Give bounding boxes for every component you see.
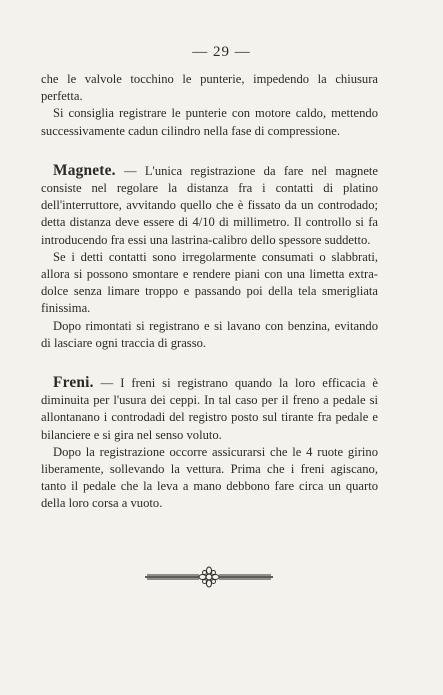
section-magnete (41, 162, 378, 249)
page-number: — 29 — (192, 44, 251, 60)
freni-paragraph-2: Dopo la registrazione occorre assicurarsi che le 4 ruote girino liberamente, sollevando la vettura. Prima che i freni agiscano, tanto il pedale che la leva a mano debbono fare circa un quarto della loro corsa a vuoto. (41, 444, 378, 511)
freni-paragraph-1: — I freni si registrano quando la loro efficacia è diminuita per l'usura dei ceppi. In tal caso per il freno a pedale si allontanano i controdadi del registro posto sul tirante fra pedale e bilanciere e si gira nel senso voluto. (41, 376, 378, 442)
paragraph-punterie: Si consiglia registrare le punterie con motore caldo, mettendo successivamente cadun cilindro nella fase di compressione. (41, 106, 378, 138)
page-body (41, 71, 378, 513)
floral-rule-ornament-icon (145, 566, 273, 588)
magnete-paragraph-2: Se i detti contatti sono irregolarmente consumati o slabbrati, allora si possono smontare e rendere piani con una limetta extra-dolce senza limare troppo e passando poi della tela smerigliata finissima. (41, 249, 378, 316)
section-freni (41, 374, 378, 444)
magnete-paragraph-1: — L'unica registrazione da fare nel magnete consiste nel regolare la distanza fra i contatti di platino dell'interruttore, avvitando quello che è fissato da un controdado; detta distanza deve essere di 4/10 di millimetro. Il controllo si fa introducendo fra essi una lastrina-calibro dello spessore suddetto. (41, 163, 378, 247)
magnete-paragraph-3: Dopo rimontati si registrano e si lavano con benzina, evitando di lasciare ogni traccia di grasso. (41, 318, 378, 350)
paragraph-continuation: che le valvole tocchino le punterie, impedendo la chiusura perfetta. (41, 72, 378, 104)
section-heading-magnete: Magnete. (53, 161, 116, 179)
section-heading-freni: Freni. (53, 374, 94, 392)
